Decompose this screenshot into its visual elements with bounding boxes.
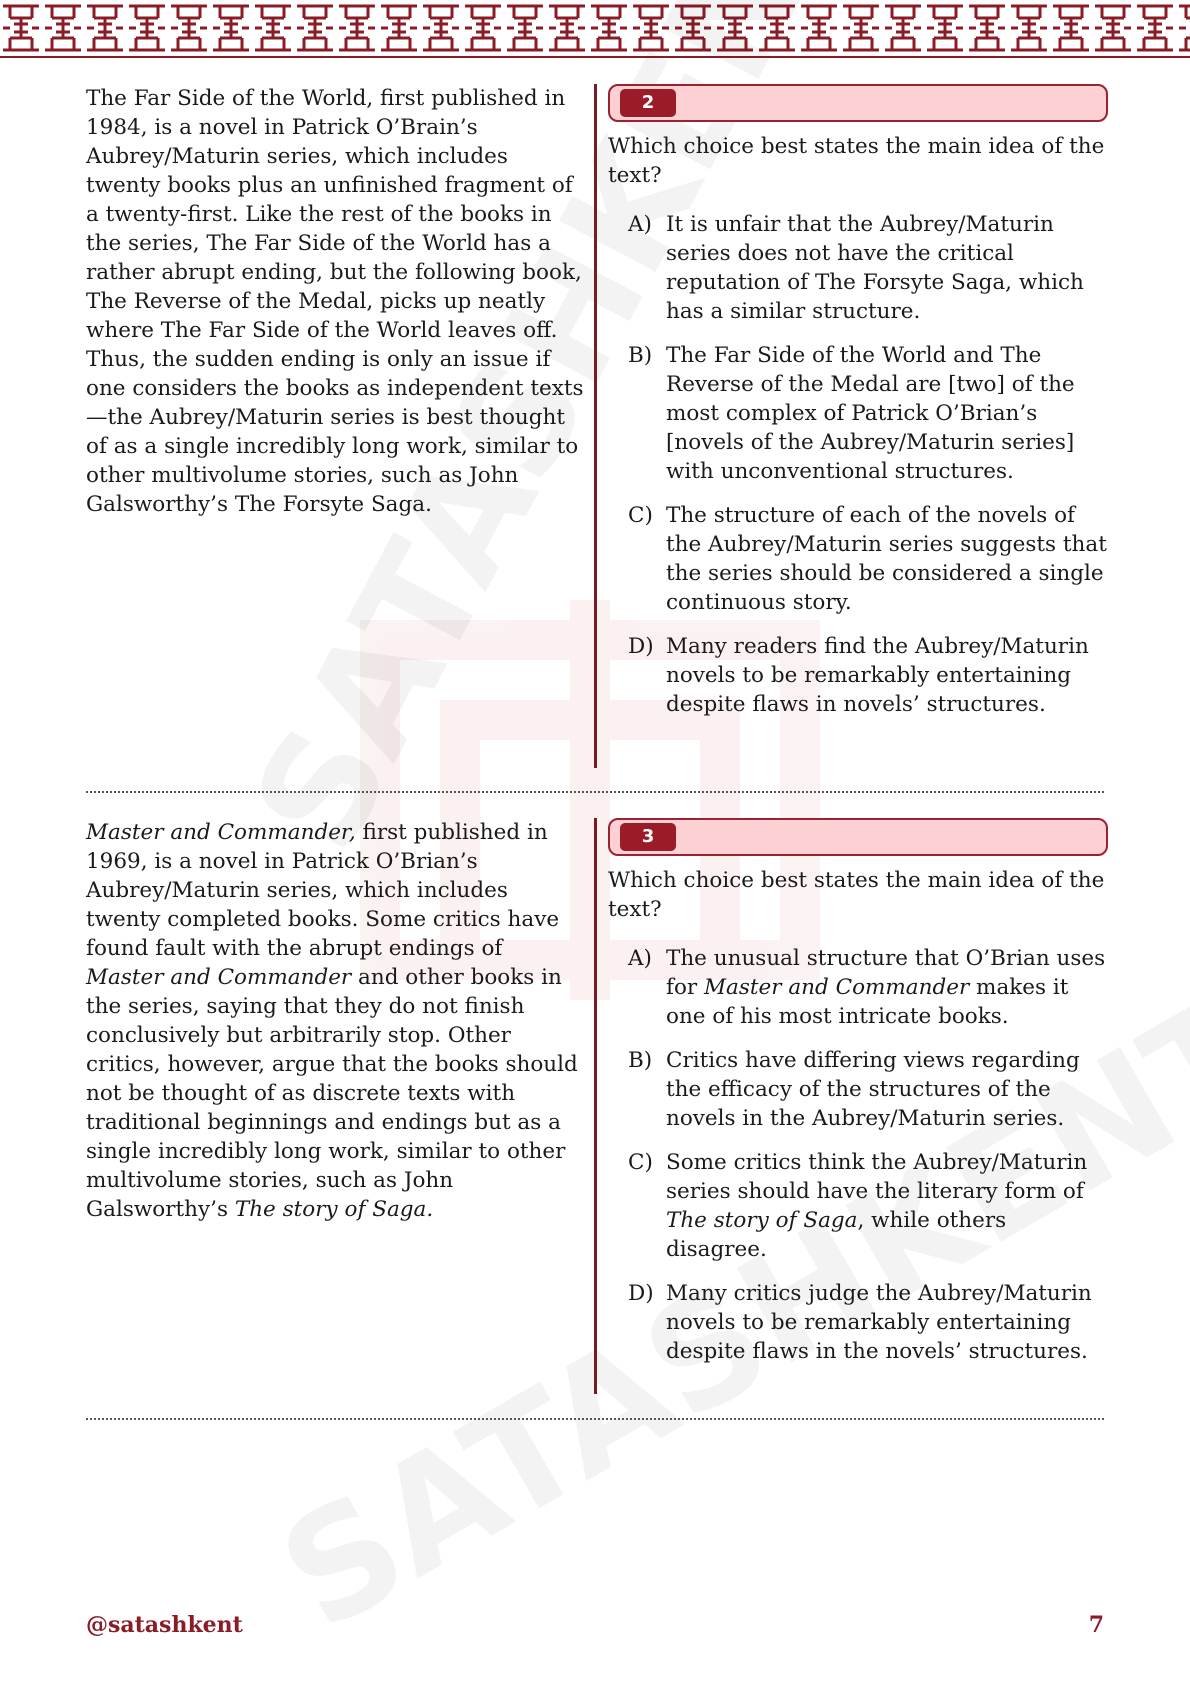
- choice-text: [666, 1046, 1108, 1133]
- text-run: It is unfair that the Aubrey/Maturin series does not have the critical reputation of The Forsyte Saga, which has a similar structure.: [666, 212, 1084, 324]
- column-divider: [594, 818, 597, 1394]
- question-stem: Which choice best states the main idea of the text?: [608, 868, 1105, 922]
- text-run: Many critics judge the Aubrey/Maturin novels to be remarkably entertaining despite flaws in the novels’ structures.: [666, 1281, 1092, 1364]
- choice-text: [666, 501, 1108, 617]
- page-number: 7: [1088, 1612, 1104, 1638]
- text-run: The unusual structure that O’Brian uses for: [666, 946, 1106, 1000]
- question-header-bar: [608, 818, 1108, 856]
- question-stem: Which choice best states the main idea of the text?: [608, 134, 1105, 188]
- italic-title: Master and Commander,: [86, 820, 356, 845]
- text-run: The Far Side of the World and The Reverse of the Medal are [two] of the most complex of Patrick O’Brian’s [novels of the Aubrey/Maturin series] with unconventional structures.: [666, 343, 1075, 484]
- choice-c[interactable]: [608, 1148, 1108, 1264]
- choice-letter: C): [628, 503, 653, 528]
- text-run: , while others disagree.: [666, 1208, 1007, 1262]
- choice-b[interactable]: [608, 341, 1108, 486]
- choice-letter: A): [628, 946, 652, 971]
- choice-letter: D): [628, 634, 654, 659]
- passage-text: [86, 84, 586, 519]
- choice-b[interactable]: [608, 1046, 1108, 1133]
- footer-handle[interactable]: @satashkent: [86, 1612, 243, 1638]
- dotted-separator: [86, 791, 1104, 793]
- answer-choices: [608, 944, 1108, 1366]
- italic-title: The story of Saga.: [234, 1197, 434, 1222]
- choice-text: [666, 341, 1108, 486]
- choice-text: [666, 1279, 1108, 1366]
- text-run: Critics have differing views regarding the efficacy of the structures of the novels in the Aubrey/Maturin series.: [666, 1048, 1080, 1131]
- italic-title: The story of Saga: [666, 1208, 858, 1233]
- decorative-border: [0, 0, 1190, 62]
- italic-title: Master and Commander: [86, 965, 352, 990]
- text-run: first published in 1969, is a novel in Patrick O’Brian’s Aubrey/Maturin series, which includes twenty completed books. Some critics have found fault with the abrupt endings of: [86, 820, 560, 961]
- choice-letter: B): [628, 1048, 653, 1073]
- choice-letter: C): [628, 1150, 653, 1175]
- question-column: [608, 84, 1108, 734]
- dotted-separator: [86, 1418, 1104, 1420]
- choice-a[interactable]: [608, 944, 1108, 1031]
- choice-text: [666, 944, 1108, 1031]
- italic-title: Master and Commander: [704, 975, 970, 1000]
- text-run: The Far Side of the World, first published in 1984, is a novel in Patrick O’Brain’s Aubrey/Maturin series, which includes twenty books plus an unfinished fragment of a twenty-first. Like the rest of the books in the series, The Far Side of the World has a rather abrupt ending, but the following book, The Reverse of the Medal, picks up neatly where The Far Side of the World leaves off. Thus, the sudden ending is only an issue if one considers the books as independent texts—the Aubrey/Maturin series is best thought of as a single incredibly long work, similar to other multivolume stories, such as John Galsworthy’s The Forsyte Saga.: [86, 86, 584, 517]
- question-block-2: [86, 84, 1107, 768]
- question-header-bar: [608, 84, 1108, 122]
- column-divider: [594, 84, 597, 768]
- choice-d[interactable]: [608, 1279, 1108, 1366]
- choice-c[interactable]: [608, 501, 1108, 617]
- choice-d[interactable]: [608, 632, 1108, 719]
- answer-choices: [608, 210, 1108, 719]
- question-number-badge: 3: [620, 823, 676, 851]
- passage-text: [86, 818, 586, 1224]
- text-run: The structure of each of the novels of the Aubrey/Maturin series suggests that the series should be considered a single continuous story.: [666, 503, 1107, 615]
- choice-letter: B): [628, 343, 653, 368]
- text-run: Some critics think the Aubrey/Maturin series should have the literary form of: [666, 1150, 1088, 1204]
- question-column: [608, 818, 1108, 1381]
- question-number-badge: 2: [620, 89, 676, 117]
- choice-text: [666, 1148, 1108, 1264]
- text-run: and other books in the series, saying that they do not finish conclusively but arbitrarily stop. Other critics, however, argue that the books should not be thought of as discrete texts with traditional beginnings and endings but as a single incredibly long work, similar to other multivolume stories, such as John Galsworthy’s: [86, 965, 578, 1222]
- choice-letter: A): [628, 212, 652, 237]
- choice-text: [666, 210, 1108, 326]
- question-block-3: [86, 818, 1104, 1394]
- text-run: makes it one of his most intricate books.: [666, 975, 1069, 1029]
- choice-text: [666, 632, 1108, 719]
- text-run: Many readers find the Aubrey/Maturin novels to be remarkably entertaining despite flaws in novels’ structures.: [666, 634, 1089, 717]
- choice-a[interactable]: [608, 210, 1108, 326]
- choice-letter: D): [628, 1281, 654, 1306]
